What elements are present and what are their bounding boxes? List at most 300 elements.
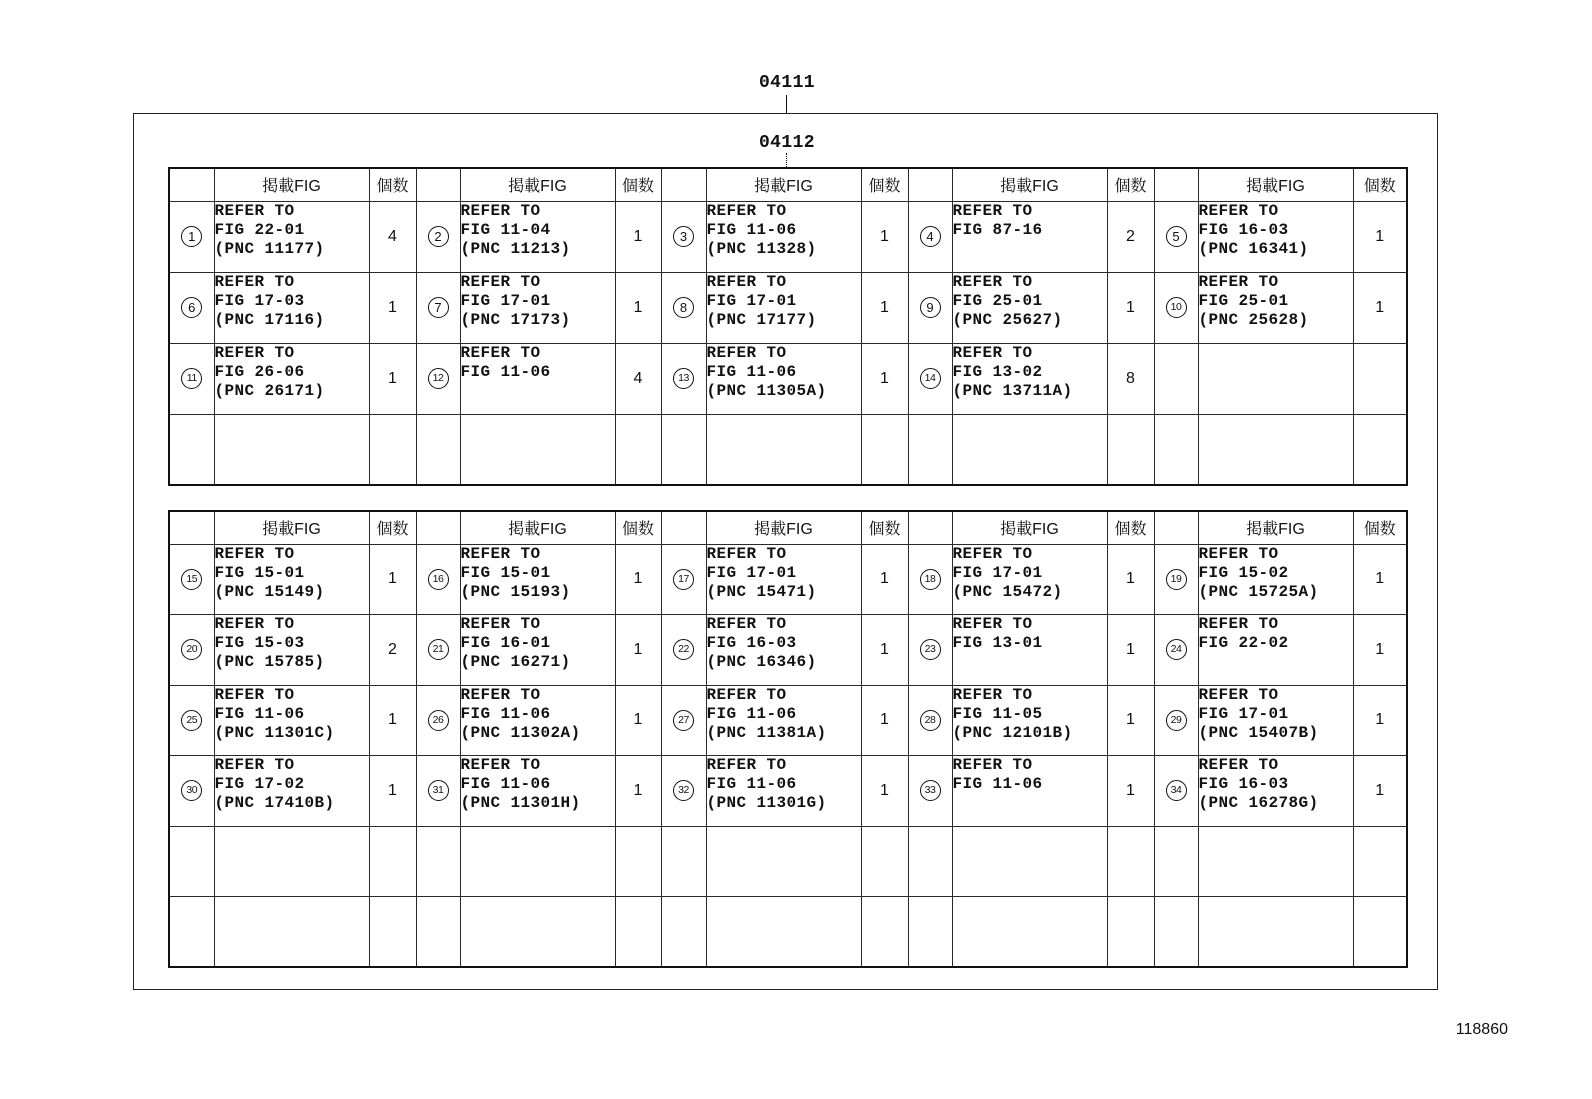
- fig-reference-cell: [706, 615, 861, 686]
- fig-reference-line: REFER TO: [952, 615, 1033, 633]
- quantity-cell: [1353, 343, 1407, 414]
- header-ref-cell: [416, 511, 460, 544]
- quantity-cell: 1: [861, 685, 908, 756]
- ref-number-badge: 9: [920, 297, 941, 318]
- quantity-cell: 1: [369, 685, 416, 756]
- ref-number-cell: [1154, 897, 1198, 968]
- ref-number-badge: 27: [673, 710, 694, 731]
- ref-number-cell: [416, 272, 460, 343]
- ref-number-badge: 8: [673, 297, 694, 318]
- fig-reference-line: REFER TO: [460, 272, 541, 291]
- quantity-cell: 1: [1353, 201, 1407, 272]
- ref-number-badge: 32: [673, 780, 694, 801]
- ref-number-badge: 28: [920, 710, 941, 731]
- quantity-cell: 4: [615, 343, 661, 414]
- reference-table-upper: [168, 167, 1408, 486]
- ref-number-cell: [169, 201, 214, 272]
- ref-number-cell: [661, 272, 706, 343]
- quantity-cell: [1353, 897, 1407, 968]
- quantity-cell: [369, 414, 416, 485]
- table-row: [169, 201, 1407, 272]
- fig-reference-line: (PNC 13711A): [952, 381, 1073, 400]
- reference-table-lower: [168, 510, 1408, 968]
- fig-reference-cell: [460, 544, 615, 615]
- fig-reference-line: FIG 16-03: [1198, 220, 1289, 239]
- quantity-cell: [1107, 826, 1154, 897]
- subassembly-part-number: 04112: [758, 133, 815, 153]
- fig-reference-cell: [706, 272, 861, 343]
- quantity-cell: [615, 414, 661, 485]
- illustration-id: 118860: [1455, 1021, 1508, 1038]
- fig-reference-line: REFER TO: [1198, 201, 1279, 220]
- fig-reference-cell: [460, 414, 615, 485]
- leader-line: [786, 95, 787, 113]
- ref-number-badge: 16: [428, 569, 449, 590]
- fig-reference-cell: [214, 272, 369, 343]
- fig-reference-line: FIG 16-03: [706, 634, 797, 652]
- fig-reference-cell: [952, 272, 1107, 343]
- ref-number-badge: 12: [428, 368, 449, 389]
- fig-reference-cell: [214, 201, 369, 272]
- fig-reference-line: FIG 11-05: [952, 704, 1043, 723]
- fig-reference-line: FIG 22-02: [1198, 634, 1289, 652]
- ref-number-badge: 31: [428, 780, 449, 801]
- ref-number-cell: [661, 756, 706, 827]
- fig-reference-line: REFER TO: [1198, 272, 1279, 291]
- quantity-cell: 1: [369, 272, 416, 343]
- ref-number-cell: [1154, 615, 1198, 686]
- header-fig-cell: 掲載FIG: [214, 511, 369, 544]
- assembly-part-number: 04111: [758, 73, 815, 93]
- fig-reference-line: REFER TO: [460, 615, 541, 633]
- fig-reference-cell: [214, 685, 369, 756]
- ref-number-cell: [169, 897, 214, 968]
- fig-reference-line: REFER TO: [460, 343, 541, 362]
- fig-reference-line: FIG 17-02: [214, 775, 305, 793]
- quantity-cell: 1: [1107, 756, 1154, 827]
- fig-reference-cell: [1198, 272, 1353, 343]
- header-row: [169, 168, 1407, 201]
- fig-reference-line: FIG 15-02: [1198, 563, 1289, 582]
- fig-reference-line: (PNC 11305A): [706, 381, 827, 400]
- ref-number-cell: [416, 615, 460, 686]
- ref-number-cell: [169, 414, 214, 485]
- ref-number-cell: [1154, 544, 1198, 615]
- quantity-cell: 1: [369, 544, 416, 615]
- fig-reference-line: FIG 17-01: [460, 291, 551, 310]
- fig-reference-cell: [460, 756, 615, 827]
- ref-number-cell: [908, 826, 952, 897]
- quantity-cell: 1: [369, 343, 416, 414]
- ref-number-cell: [661, 544, 706, 615]
- ref-number-cell: [1154, 343, 1198, 414]
- quantity-cell: 1: [1353, 615, 1407, 686]
- fig-reference-line: REFER TO: [952, 756, 1033, 774]
- table-row: [169, 544, 1407, 615]
- ref-number-cell: [416, 544, 460, 615]
- header-ref-cell: [1154, 511, 1198, 544]
- fig-reference-line: REFER TO: [1198, 756, 1279, 774]
- fig-reference-cell: [706, 343, 861, 414]
- fig-reference-line: FIG 87-16: [952, 220, 1043, 239]
- header-qty-cell: 個数: [861, 168, 908, 201]
- header-ref-cell: [1154, 168, 1198, 201]
- fig-reference-line: REFER TO: [706, 756, 787, 774]
- quantity-cell: 1: [615, 756, 661, 827]
- fig-reference-cell: [706, 756, 861, 827]
- fig-reference-line: FIG 15-03: [214, 634, 305, 652]
- quantity-cell: 1: [1107, 615, 1154, 686]
- fig-reference-line: (PNC 11213): [460, 239, 571, 258]
- fig-reference-cell: [214, 756, 369, 827]
- fig-reference-line: REFER TO: [952, 544, 1033, 563]
- ref-number-badge: 15: [181, 569, 202, 590]
- ref-number-badge: 19: [1166, 569, 1187, 590]
- header-qty-cell: 個数: [369, 511, 416, 544]
- header-fig-cell: 掲載FIG: [460, 168, 615, 201]
- ref-number-badge: 20: [181, 639, 202, 660]
- fig-reference-cell: [952, 826, 1107, 897]
- fig-reference-line: REFER TO: [1198, 615, 1279, 633]
- ref-number-badge: 13: [673, 368, 694, 389]
- header-ref-cell: [908, 168, 952, 201]
- quantity-cell: [861, 897, 908, 968]
- ref-number-cell: [1154, 201, 1198, 272]
- quantity-cell: [615, 897, 661, 968]
- fig-reference-line: FIG 17-03: [214, 291, 305, 310]
- fig-reference-cell: [460, 685, 615, 756]
- header-qty-cell: 個数: [1107, 168, 1154, 201]
- ref-number-badge: 6: [181, 297, 202, 318]
- fig-reference-line: (PNC 11301H): [460, 794, 581, 812]
- leader-line-dotted: [786, 153, 787, 167]
- fig-reference-line: FIG 16-01: [460, 634, 551, 652]
- fig-reference-line: FIG 11-06: [706, 775, 797, 793]
- header-ref-cell: [908, 511, 952, 544]
- header-ref-cell: [416, 168, 460, 201]
- quantity-cell: 1: [1353, 272, 1407, 343]
- fig-reference-line: FIG 11-06: [706, 362, 797, 381]
- table-row: [169, 685, 1407, 756]
- fig-reference-cell: [1198, 685, 1353, 756]
- quantity-cell: 1: [1353, 544, 1407, 615]
- quantity-cell: [1353, 826, 1407, 897]
- ref-number-badge: 11: [181, 368, 202, 389]
- fig-reference-cell: [214, 414, 369, 485]
- fig-reference-line: (PNC 12101B): [952, 723, 1073, 742]
- quantity-cell: [861, 414, 908, 485]
- table-row: [169, 826, 1407, 897]
- fig-reference-line: FIG 13-02: [952, 362, 1043, 381]
- ref-number-badge: 17: [673, 569, 694, 590]
- ref-number-badge: 30: [181, 780, 202, 801]
- ref-number-cell: [416, 826, 460, 897]
- fig-reference-line: REFER TO: [952, 685, 1033, 704]
- fig-reference-cell: [460, 201, 615, 272]
- fig-reference-line: (PNC 15193): [460, 582, 571, 601]
- fig-reference-cell: [1198, 414, 1353, 485]
- fig-reference-line: REFER TO: [706, 615, 787, 633]
- quantity-cell: [1107, 897, 1154, 968]
- ref-number-cell: [908, 685, 952, 756]
- fig-reference-line: (PNC 15725A): [1198, 582, 1319, 601]
- header-qty-cell: 個数: [1353, 511, 1407, 544]
- ref-number-cell: [1154, 685, 1198, 756]
- fig-reference-line: REFER TO: [214, 685, 295, 704]
- fig-reference-line: (PNC 25627): [952, 310, 1063, 329]
- quantity-cell: 1: [615, 685, 661, 756]
- ref-number-cell: [908, 756, 952, 827]
- fig-reference-line: REFER TO: [952, 201, 1033, 220]
- header-fig-cell: 掲載FIG: [952, 511, 1107, 544]
- header-fig-cell: 掲載FIG: [706, 168, 861, 201]
- fig-reference-cell: [706, 685, 861, 756]
- fig-reference-cell: [952, 343, 1107, 414]
- fig-reference-line: REFER TO: [214, 544, 295, 563]
- ref-number-cell: [908, 201, 952, 272]
- ref-number-cell: [908, 343, 952, 414]
- fig-reference-line: FIG 11-06: [706, 704, 797, 723]
- ref-number-cell: [416, 201, 460, 272]
- ref-number-badge: 34: [1166, 780, 1187, 801]
- ref-number-badge: 21: [428, 639, 449, 660]
- fig-reference-line: (PNC 11301C): [214, 723, 335, 742]
- fig-reference-line: FIG 11-06: [214, 704, 305, 723]
- fig-reference-cell: [1198, 826, 1353, 897]
- fig-reference-cell: [952, 544, 1107, 615]
- header-qty-cell: 個数: [1353, 168, 1407, 201]
- fig-reference-line: (PNC 15149): [214, 582, 325, 601]
- fig-reference-cell: [460, 272, 615, 343]
- ref-number-cell: [661, 343, 706, 414]
- header-fig-cell: 掲載FIG: [1198, 168, 1353, 201]
- fig-reference-line: FIG 11-06: [460, 704, 551, 723]
- ref-number-badge: 1: [181, 226, 202, 247]
- fig-reference-cell: [1198, 756, 1353, 827]
- fig-reference-cell: [214, 826, 369, 897]
- fig-reference-cell: [460, 826, 615, 897]
- fig-reference-line: (PNC 17173): [460, 310, 571, 329]
- quantity-cell: [861, 826, 908, 897]
- ref-number-badge: 2: [428, 226, 449, 247]
- quantity-cell: 1: [1353, 685, 1407, 756]
- fig-reference-line: (PNC 26171): [214, 381, 325, 400]
- fig-reference-line: REFER TO: [706, 544, 787, 563]
- ref-number-cell: [1154, 826, 1198, 897]
- fig-reference-line: (PNC 15471): [706, 582, 817, 601]
- fig-reference-line: REFER TO: [706, 272, 787, 291]
- table-row: [169, 615, 1407, 686]
- ref-number-badge: 29: [1166, 710, 1187, 731]
- fig-reference-line: (PNC 16346): [706, 653, 817, 671]
- fig-reference-cell: [706, 897, 861, 968]
- ref-number-cell: [1154, 414, 1198, 485]
- fig-reference-cell: [460, 343, 615, 414]
- ref-number-cell: [908, 544, 952, 615]
- ref-number-cell: [661, 615, 706, 686]
- header-qty-cell: 個数: [369, 168, 416, 201]
- header-ref-cell: [661, 511, 706, 544]
- header-qty-cell: 個数: [1107, 511, 1154, 544]
- quantity-cell: 1: [861, 615, 908, 686]
- fig-reference-line: (PNC 11381A): [706, 723, 827, 742]
- fig-reference-line: REFER TO: [706, 685, 787, 704]
- ref-number-cell: [908, 615, 952, 686]
- ref-number-badge: 22: [673, 639, 694, 660]
- header-qty-cell: 個数: [615, 511, 661, 544]
- fig-reference-cell: [952, 414, 1107, 485]
- fig-reference-line: FIG 11-06: [952, 775, 1043, 793]
- quantity-cell: 1: [861, 201, 908, 272]
- ref-number-badge: 25: [181, 710, 202, 731]
- quantity-cell: 1: [861, 544, 908, 615]
- quantity-cell: 1: [861, 756, 908, 827]
- quantity-cell: 2: [369, 615, 416, 686]
- fig-reference-cell: [214, 897, 369, 968]
- fig-reference-cell: [460, 615, 615, 686]
- ref-number-cell: [661, 685, 706, 756]
- quantity-cell: 2: [1107, 201, 1154, 272]
- fig-reference-line: REFER TO: [214, 272, 295, 291]
- fig-reference-line: REFER TO: [460, 685, 541, 704]
- fig-reference-line: FIG 26-06: [214, 362, 305, 381]
- fig-reference-cell: [706, 826, 861, 897]
- fig-reference-line: (PNC 15407B): [1198, 723, 1319, 742]
- ref-number-cell: [169, 544, 214, 615]
- fig-reference-cell: [214, 343, 369, 414]
- ref-number-cell: [169, 685, 214, 756]
- fig-reference-line: REFER TO: [1198, 685, 1279, 704]
- fig-reference-line: FIG 25-01: [1198, 291, 1289, 310]
- ref-number-cell: [416, 414, 460, 485]
- fig-reference-cell: [952, 685, 1107, 756]
- ref-number-cell: [908, 272, 952, 343]
- fig-reference-line: REFER TO: [706, 201, 787, 220]
- fig-reference-line: FIG 11-04: [460, 220, 551, 239]
- quantity-cell: [369, 897, 416, 968]
- fig-reference-cell: [952, 756, 1107, 827]
- fig-reference-line: (PNC 11328): [706, 239, 817, 258]
- fig-reference-line: REFER TO: [214, 343, 295, 362]
- ref-number-badge: 7: [428, 297, 449, 318]
- fig-reference-line: FIG 15-01: [214, 563, 305, 582]
- fig-reference-line: (PNC 17410B): [214, 794, 335, 812]
- quantity-cell: 1: [1107, 544, 1154, 615]
- ref-number-badge: 26: [428, 710, 449, 731]
- header-ref-cell: [661, 168, 706, 201]
- header-ref-cell: [169, 168, 214, 201]
- quantity-cell: 1: [861, 343, 908, 414]
- quantity-cell: 1: [861, 272, 908, 343]
- fig-reference-line: FIG 17-01: [706, 563, 797, 582]
- quantity-cell: 1: [1353, 756, 1407, 827]
- header-fig-cell: 掲載FIG: [1198, 511, 1353, 544]
- fig-reference-cell: [706, 544, 861, 615]
- fig-reference-line: FIG 11-06: [706, 220, 797, 239]
- ref-number-cell: [416, 685, 460, 756]
- fig-reference-line: FIG 11-06: [460, 362, 551, 381]
- fig-reference-line: REFER TO: [214, 756, 295, 774]
- quantity-cell: 1: [615, 272, 661, 343]
- ref-number-cell: [169, 343, 214, 414]
- fig-reference-line: (PNC 11302A): [460, 723, 581, 742]
- ref-number-cell: [1154, 756, 1198, 827]
- fig-reference-line: REFER TO: [952, 343, 1033, 362]
- table-row: [169, 897, 1407, 968]
- fig-reference-line: REFER TO: [952, 272, 1033, 291]
- ref-number-badge: 4: [920, 226, 941, 247]
- fig-reference-line: (PNC 11177): [214, 239, 325, 258]
- header-qty-cell: 個数: [615, 168, 661, 201]
- ref-number-badge: 23: [920, 639, 941, 660]
- ref-number-badge: 10: [1166, 297, 1187, 318]
- quantity-cell: 1: [1107, 272, 1154, 343]
- quantity-cell: 1: [1107, 685, 1154, 756]
- fig-reference-cell: [1198, 343, 1353, 414]
- ref-number-badge: 33: [920, 780, 941, 801]
- header-fig-cell: 掲載FIG: [706, 511, 861, 544]
- ref-number-cell: [416, 897, 460, 968]
- fig-reference-line: FIG 17-01: [952, 563, 1043, 582]
- fig-reference-cell: [1198, 544, 1353, 615]
- header-row: [169, 511, 1407, 544]
- fig-reference-cell: [706, 414, 861, 485]
- quantity-cell: 1: [369, 756, 416, 827]
- ref-number-badge: 14: [920, 368, 941, 389]
- header-fig-cell: 掲載FIG: [952, 168, 1107, 201]
- fig-reference-line: REFER TO: [460, 756, 541, 774]
- fig-reference-line: FIG 22-01: [214, 220, 305, 239]
- ref-number-badge: 3: [673, 226, 694, 247]
- fig-reference-line: FIG 15-01: [460, 563, 551, 582]
- fig-reference-line: (PNC 16271): [460, 653, 571, 671]
- fig-reference-line: REFER TO: [214, 615, 295, 633]
- fig-reference-line: (PNC 15472): [952, 582, 1063, 601]
- fig-reference-line: (PNC 17177): [706, 310, 817, 329]
- fig-reference-line: (PNC 16278G): [1198, 794, 1319, 812]
- ref-number-cell: [661, 201, 706, 272]
- fig-reference-line: (PNC 16341): [1198, 239, 1309, 258]
- header-ref-cell: [169, 511, 214, 544]
- header-qty-cell: 個数: [861, 511, 908, 544]
- ref-number-cell: [169, 826, 214, 897]
- fig-reference-line: REFER TO: [1198, 544, 1279, 563]
- ref-number-cell: [416, 343, 460, 414]
- fig-reference-line: REFER TO: [460, 201, 541, 220]
- fig-reference-cell: [1198, 201, 1353, 272]
- ref-number-badge: 18: [920, 569, 941, 590]
- ref-number-cell: [908, 414, 952, 485]
- ref-number-cell: [416, 756, 460, 827]
- fig-reference-line: REFER TO: [214, 201, 295, 220]
- fig-reference-cell: [1198, 615, 1353, 686]
- quantity-cell: 4: [369, 201, 416, 272]
- fig-reference-line: FIG 25-01: [952, 291, 1043, 310]
- fig-reference-cell: [214, 544, 369, 615]
- fig-reference-cell: [952, 615, 1107, 686]
- quantity-cell: [1107, 414, 1154, 485]
- fig-reference-line: FIG 17-01: [1198, 704, 1289, 723]
- fig-reference-line: FIG 16-03: [1198, 775, 1289, 793]
- ref-number-cell: [661, 414, 706, 485]
- header-fig-cell: 掲載FIG: [460, 511, 615, 544]
- fig-reference-cell: [952, 897, 1107, 968]
- quantity-cell: 1: [615, 201, 661, 272]
- ref-number-cell: [661, 897, 706, 968]
- quantity-cell: [369, 826, 416, 897]
- fig-reference-line: (PNC 17116): [214, 310, 325, 329]
- fig-reference-cell: [214, 615, 369, 686]
